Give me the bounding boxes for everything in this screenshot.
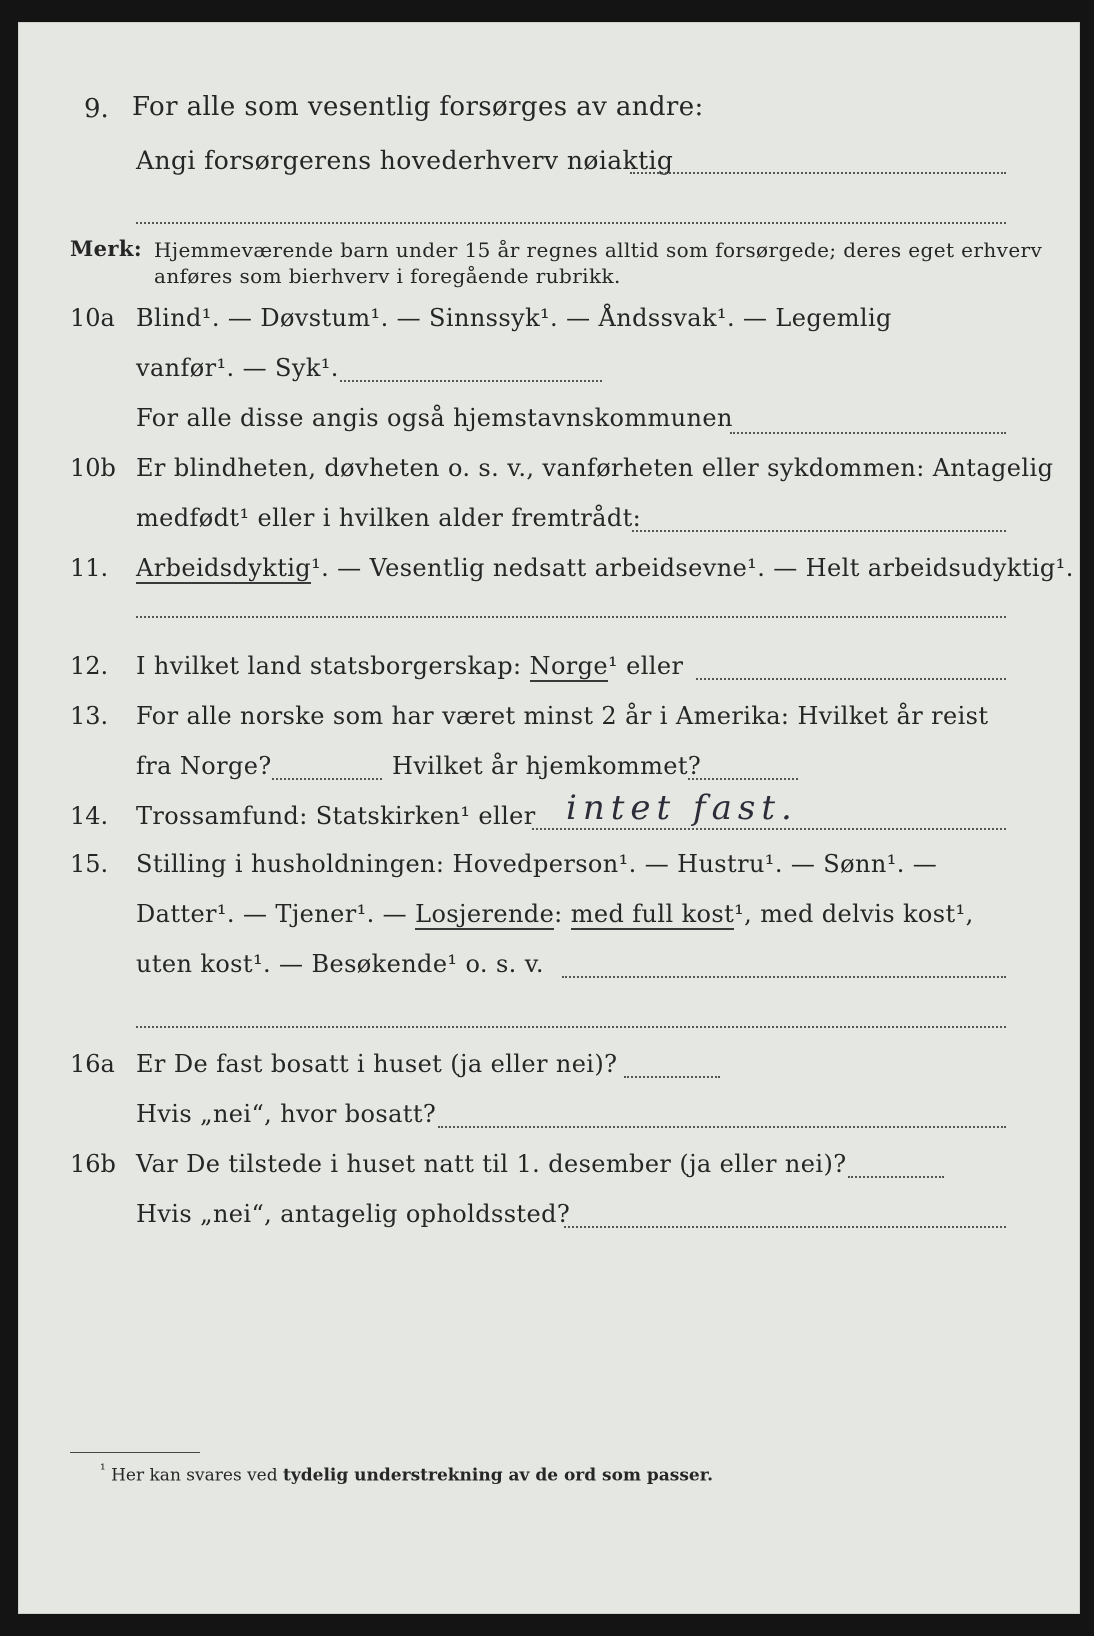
q13-line2a: fra Norge?	[136, 752, 272, 780]
q15-number: 15.	[70, 850, 109, 878]
q15-line2	[136, 900, 974, 928]
q16a-bosatt-line[interactable]	[438, 1126, 1006, 1128]
footnote	[100, 1462, 713, 1486]
footnote-rule	[70, 1452, 200, 1453]
q10a-number: 10a	[70, 304, 115, 332]
q10a-line2: vanfør¹. — Syk¹.	[136, 354, 339, 382]
q9-line1: For alle som vesentlig forsørges av andre:	[132, 92, 704, 122]
q10b-number: 10b	[70, 454, 116, 482]
q14-answer-line[interactable]	[532, 828, 1006, 830]
q9-answer-line-2[interactable]	[136, 222, 1006, 224]
q16a-line2: Hvis „nei“, hvor bosatt?	[136, 1100, 437, 1128]
q12-pre: I hvilket land statsborgerskap:	[136, 652, 522, 680]
q11-line	[136, 554, 1074, 582]
q10b-answer-line[interactable]	[632, 530, 1006, 532]
q10a-line1: Blind¹. — Døvstum¹. — Sinnssyk¹. — Åndssvak¹. — Legemlig	[136, 304, 892, 332]
merk-label: Merk:	[70, 236, 142, 261]
merk-line2: anføres som bierhverv i foregående rubrikk.	[154, 264, 621, 288]
q16b-number: 16b	[70, 1150, 116, 1178]
q13-line2b: Hvilket år hjemkommet?	[392, 752, 702, 780]
q9-line2: Angi forsørgerens hovederhverv nøiaktig	[136, 146, 674, 175]
q14-pre: Trossamfund:	[136, 802, 308, 830]
q16a-number: 16a	[70, 1050, 115, 1078]
q15-line2e: ¹, med delvis kost¹,	[734, 900, 974, 928]
q15-option-losjerende[interactable]: Losjerende	[415, 900, 555, 928]
q15-colon: :	[554, 900, 563, 928]
q14-post: ¹ eller	[460, 802, 536, 830]
q16b-opholdssted-line[interactable]	[564, 1226, 1006, 1228]
q15-line2a: Datter¹. — Tjener¹. —	[136, 900, 408, 928]
footnote-bold: tydelig understrekning av de ord som passer.	[283, 1465, 714, 1486]
q11-option-arbeidsdyktig[interactable]: Arbeidsdyktig	[136, 554, 312, 582]
q11-rest: ¹. — Vesentlig nedsatt arbeidsevne¹. — Helt arbeidsudyktig¹.	[311, 554, 1074, 582]
q10a-syk-line[interactable]	[340, 380, 602, 382]
q15-line1: Stilling i husholdningen: Hovedperson¹. — Hustru¹. — Sønn¹. —	[136, 850, 938, 878]
q12-number: 12.	[70, 652, 109, 680]
q14-handwritten-answer: intet fast.	[566, 788, 798, 828]
q15-answer-line-2[interactable]	[136, 1026, 1006, 1028]
q14-number: 14.	[70, 802, 109, 830]
q16b-line1: Var De tilstede i huset natt til 1. desember (ja eller nei)?	[136, 1150, 847, 1178]
q16a-answer-line[interactable]	[624, 1076, 720, 1078]
q16a-line1: Er De fast bosatt i huset (ja eller nei)?	[136, 1050, 618, 1078]
q9-number: 9.	[84, 94, 109, 124]
q16b-answer-line[interactable]	[848, 1176, 944, 1178]
q16b-line2: Hvis „nei“, antagelig opholdssted?	[136, 1200, 571, 1228]
q13-number: 13.	[70, 702, 109, 730]
q10a-kommune-line[interactable]	[730, 432, 1006, 434]
footnote-pre: Her kan svares ved	[111, 1465, 278, 1486]
census-form-page	[18, 22, 1080, 1614]
q13-line1: For alle norske som har været minst 2 år i Amerika: Hvilket år reist	[136, 702, 989, 730]
q12-option-norge[interactable]: Norge	[529, 652, 609, 680]
q14-line	[136, 802, 536, 830]
merk-line1: Hjemmeværende barn under 15 år regnes alltid som forsørgede; deres eget erhverv	[154, 238, 1043, 262]
q10a-line3: For alle disse angis også hjemstavnskommunen	[136, 404, 733, 432]
q15-option-med-full-kost[interactable]: med full kost	[570, 900, 735, 928]
q10b-line1: Er blindheten, døvheten o. s. v., vanførheten eller sykdommen: Antagelig	[136, 454, 1054, 482]
q13-reist-line[interactable]	[272, 778, 382, 780]
q12-post: ¹ eller	[608, 652, 684, 680]
q11-number: 11.	[70, 554, 109, 582]
q15-line3: uten kost¹. — Besøkende¹ o. s. v.	[136, 950, 544, 978]
q12-line	[136, 652, 683, 680]
q10b-line2: medfødt¹ eller i hvilken alder fremtrådt:	[136, 504, 642, 532]
q15-answer-line[interactable]	[562, 976, 1006, 978]
q11-answer-line[interactable]	[136, 616, 1006, 618]
q13-hjemkommet-line[interactable]	[688, 778, 798, 780]
q14-option-statskirken[interactable]: Statskirken	[315, 802, 461, 830]
footnote-mark: ¹	[100, 1462, 106, 1478]
q12-answer-line[interactable]	[696, 678, 1006, 680]
q9-answer-line[interactable]	[630, 172, 1006, 174]
